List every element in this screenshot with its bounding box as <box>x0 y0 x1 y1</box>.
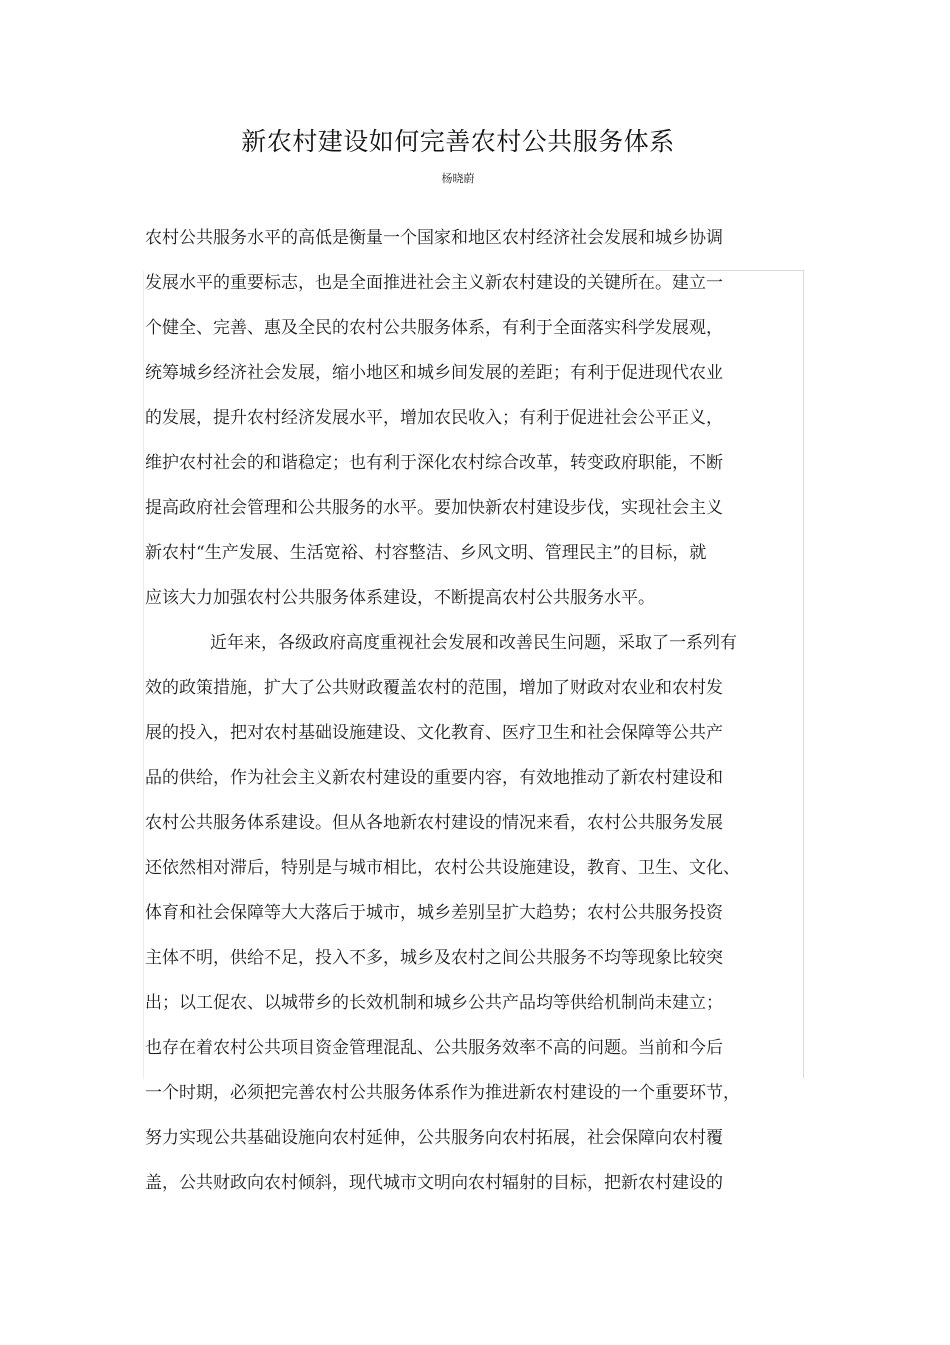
paragraph-start-line: 近年来，各级政府高度重视社会发展和改善民生问题，采取了一系列有 <box>210 633 737 653</box>
text-line: 农村公共服务水平的高低是衡量一个国家和地区农村经济社会发展和城乡协调 <box>145 228 723 248</box>
text-line: 应该大力加强农村公共服务体系建设，不断提高农村公共服务水平。 <box>145 588 655 608</box>
text-line: 新农村“生产发展、生活宽裕、村容整洁、乡风文明、管理民主”的目标，就 <box>145 543 707 563</box>
text-line: 效的政策措施，扩大了公共财政覆盖农村的范围，增加了财政对农业和农村发 <box>145 678 723 698</box>
text-line: 出；以工促农、以城带乡的长效机制和城乡公共产品均等供给机制尚未建立； <box>145 993 723 1013</box>
frame-left-border <box>143 271 144 1079</box>
text-line: 的发展，提升农村经济发展水平，增加农民收入；有利于促进社会公平正义， <box>145 408 723 428</box>
document-author: 杨晓蔚 <box>441 172 475 185</box>
document-title: 新农村建设如何完善农村公共服务体系 <box>241 127 675 156</box>
text-line: 展的投入，把对农村基础设施建设、文化教育、医疗卫生和社会保障等公共产 <box>145 723 723 743</box>
text-line: 主体不明，供给不足，投入不多，城乡及农村之间公共服务不均等现象比较突 <box>145 948 723 968</box>
text-line: 统筹城乡经济社会发展，缩小地区和城乡间发展的差距；有利于促进现代农业 <box>145 363 723 383</box>
text-line: 努力实现公共基础设施向农村延伸，公共服务向农村拓展，社会保障向农村覆 <box>145 1128 723 1148</box>
text-line: 一个时期，必须把完善农村公共服务体系作为推进新农村建设的一个重要环节， <box>145 1083 740 1103</box>
text-line: 农村公共服务体系建设。但从各地新农村建设的情况来看，农村公共服务发展 <box>145 813 723 833</box>
text-line: 品的供给，作为社会主义新农村建设的重要内容，有效地推动了新农村建设和 <box>145 768 723 788</box>
text-line: 还依然相对滞后，特别是与城市相比，农村公共设施建设，教育、卫生、文化、 <box>145 858 740 878</box>
document-body <box>145 216 785 1206</box>
frame-right-border <box>803 270 804 1078</box>
text-line: 维护农村社会的和谐稳定；也有利于深化农村综合改革，转变政府职能，不断 <box>145 453 723 473</box>
text-line: 提高政府社会管理和公共服务的水平。要加快新农村建设步伐，实现社会主义 <box>145 498 723 518</box>
text-line: 也存在着农村公共项目资金管理混乱、公共服务效率不高的问题。当前和今后 <box>145 1038 723 1058</box>
text-line: 体育和社会保障等大大落后于城市，城乡差别呈扩大趋势；农村公共服务投资 <box>145 903 723 923</box>
text-line: 发展水平的重要标志，也是全面推进社会主义新农村建设的关键所在。建立一 <box>145 273 723 293</box>
text-line: 盖，公共财政向农村倾斜，现代城市文明向农村辐射的目标，把新农村建设的 <box>145 1173 723 1193</box>
text-line: 个健全、完善、惠及全民的农村公共服务体系，有利于全面落实科学发展观， <box>145 318 723 338</box>
